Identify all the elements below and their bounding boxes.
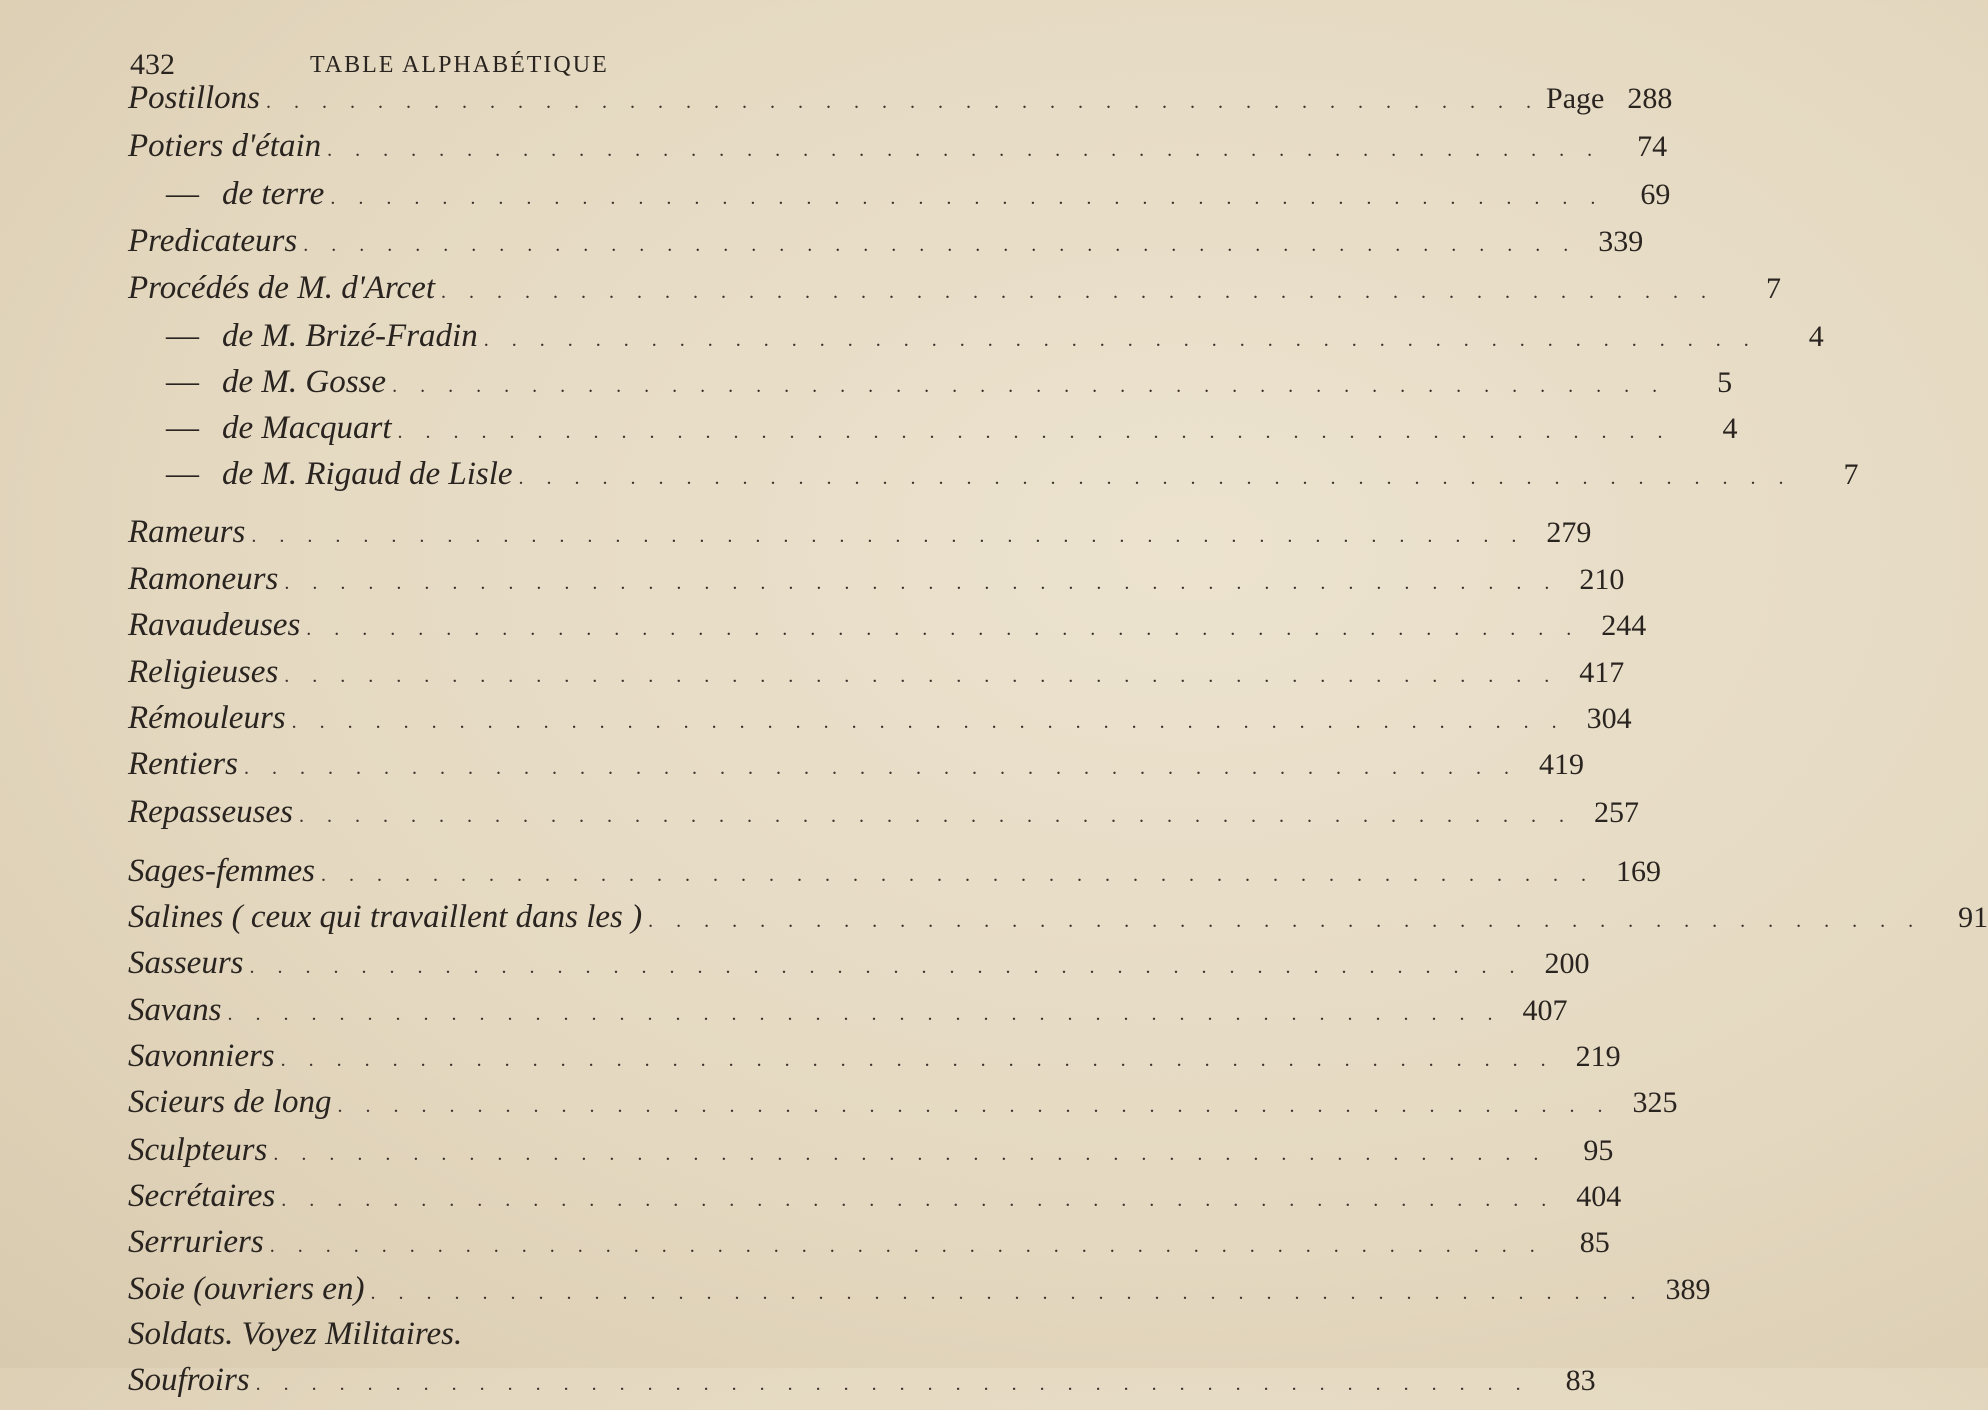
index-entry bbox=[128, 654, 1625, 702]
leader-dots: . . . . . . . . . . . . . . . . . . . . . . . . . . . . . . . . . . . . . . . . . . . . . . bbox=[397, 420, 1672, 443]
entry-label: Postillons bbox=[128, 79, 261, 116]
leader-dots: . . . . . . . . . . . . . . . . . . . . . . . . . . . . . . . . . . . . . . . . . . . . . . bbox=[370, 1281, 1645, 1304]
index-entry bbox=[128, 991, 1568, 1040]
running-title: TABLE ALPHABÉTIQUE bbox=[310, 52, 609, 78]
entry-page-number: 404 bbox=[1576, 1180, 1622, 1214]
entry-label: Ravaudeuses bbox=[128, 607, 301, 644]
index-entry bbox=[128, 1132, 1614, 1180]
leader-dots: . . . . . . . . . . . . . . . . . . . . . . . . . . . . . . . . . . . . . . . . . . . . . . bbox=[251, 525, 1526, 548]
index-entry bbox=[128, 793, 1639, 842]
entry-label: Predicateurs bbox=[128, 222, 298, 259]
entry-page-number: 288 bbox=[1627, 81, 1673, 115]
entry-label: Salines ( ceux qui travaillent dans les ) bbox=[128, 898, 643, 935]
page-number: 432 bbox=[130, 48, 175, 81]
ditto-dash: — bbox=[166, 456, 199, 493]
index-entry bbox=[128, 944, 1590, 993]
entry-label: Potiers d'étain bbox=[128, 127, 322, 164]
leader-dots: . . . . . . . . . . . . . . . . . . . . . . . . . . . . . . . . . . . . . . . . . . . . . . bbox=[273, 1143, 1548, 1166]
leader-dots: . . . . . . . . . . . . . . . . . . . . . . . . . . . . . . . . . . . . . . . . . . . . . . bbox=[337, 1095, 1612, 1118]
entry-label: Sculpteurs bbox=[128, 1132, 268, 1169]
entry-page-number: 74 bbox=[1637, 129, 1668, 163]
entry-label: Sages-femmes bbox=[128, 852, 315, 889]
entry-label: de M. Brizé-Fradin bbox=[222, 317, 478, 354]
leader-dots: . . . . . . . . . . . . . . . . . . . . . . . . . . . . . . . . . . . . . . . . . . . . . . bbox=[243, 756, 1518, 779]
leader-dots: . . . . . . . . . . . . . . . . . . . . . . . . . . . . . . . . . . . . . . . . . . . . . . bbox=[280, 1049, 1555, 1072]
entry-label: Savans bbox=[128, 991, 222, 1028]
index-entry bbox=[128, 514, 1592, 562]
index-entry bbox=[130, 363, 1733, 412]
leader-dots: . . . . . . . . . . . . . . . . . . . . . . . . . . . . . . . . . . . . . . . . . . . . . . bbox=[303, 233, 1578, 256]
leader-dots: . . . . . . . . . . . . . . . . . . . . . . . . . . . . . . . . . . . . . . . . . . . . . . bbox=[518, 467, 1793, 490]
index-entry bbox=[128, 222, 1644, 271]
entry-page-number: 7 bbox=[1766, 271, 1781, 305]
entry-page-number: 69 bbox=[1640, 177, 1671, 211]
entry-label: Rameurs bbox=[128, 514, 246, 551]
page-prefix: Page bbox=[1546, 81, 1605, 115]
leader-dots: . . . . . . . . . . . . . . . . . . . . . . . . . . . . . . . . . . . . . . . . . . . . . . bbox=[483, 328, 1758, 351]
entry-page-number: 85 bbox=[1579, 1226, 1610, 1260]
index-entry bbox=[128, 898, 1988, 947]
entry-page-number: 339 bbox=[1598, 224, 1644, 258]
index-entry bbox=[128, 1178, 1622, 1226]
entry-label: Procédés de M. d'Arcet bbox=[128, 269, 435, 306]
entry-page-number: 304 bbox=[1586, 701, 1632, 735]
entry-label: Secrétaires bbox=[128, 1178, 276, 1215]
entry-label: Sasseurs bbox=[128, 944, 244, 981]
entry-label: Rentiers bbox=[128, 745, 238, 782]
ditto-dash: — bbox=[166, 175, 199, 212]
entry-page-number: 4 bbox=[1808, 319, 1824, 353]
index-entry bbox=[130, 175, 1671, 224]
ditto-dash: — bbox=[166, 317, 199, 354]
leader-dots: . . . . . . . . . . . . . . . . . . . . . . . . . . . . . . . . . . . . . . . . . . . . . . bbox=[281, 1189, 1556, 1212]
index-entry bbox=[128, 1038, 1621, 1086]
entry-label: de Macquart bbox=[222, 409, 392, 446]
entry-label: Rémouleurs bbox=[128, 699, 286, 736]
leader-dots: . . . . . . . . . . . . . . . . . . . . . . . . . . . . . . . . . . . . . . . . . . . . . . bbox=[227, 1002, 1502, 1025]
entry-page-number: 4 bbox=[1722, 411, 1738, 445]
index-entry bbox=[128, 699, 1632, 748]
index-entry bbox=[128, 127, 1668, 176]
entry-label: de terre bbox=[222, 175, 325, 212]
entry-page-number: 244 bbox=[1601, 609, 1647, 643]
ditto-dash: — bbox=[166, 409, 199, 446]
entry-label: Soldats. Voyez Militaires. bbox=[128, 1315, 463, 1352]
entry-label: Scieurs de long bbox=[128, 1084, 332, 1121]
index-entry bbox=[128, 1084, 1678, 1132]
index-entry bbox=[128, 269, 1781, 318]
leader-dots: . . . . . . . . . . . . . . . . . . . . . . . . . . . . . . . . . . . . . . . . . . . . . . bbox=[255, 1373, 1530, 1396]
index-entry bbox=[128, 1224, 1610, 1272]
leader-dots: . . . . . . . . . . . . . . . . . . . . . . . . . . . . . . . . . . . . . . . . . . . . . . bbox=[291, 710, 1566, 733]
entry-page-number: 210 bbox=[1579, 563, 1625, 597]
entry-page-number: 417 bbox=[1579, 656, 1625, 690]
leader-dots: . . . . . . . . . . . . . . . . . . . . . . . . . . . . . . . . . . . . . . . . . . . . . . bbox=[648, 909, 1923, 932]
leader-dots: . . . . . . . . . . . . . . . . . . . . . . . . . . . . . . . . . . . . . . . . . . . . . . bbox=[284, 572, 1559, 595]
entry-page-number: 325 bbox=[1632, 1086, 1678, 1120]
entry-page-number: 169 bbox=[1615, 854, 1661, 888]
leader-dots: . . . . . . . . . . . . . . . . . . . . . . . . . . . . . . . . . . . . . . . . . . . . . . bbox=[269, 1235, 1544, 1258]
entry-page-number: 219 bbox=[1575, 1040, 1621, 1074]
leader-dots: . . . . . . . . . . . . . . . . . . . . . . . . . . . . . . . . . . . . . . . . . . . . . . bbox=[392, 374, 1667, 397]
entry-page-number: 5 bbox=[1717, 365, 1733, 399]
index-entry bbox=[128, 852, 1661, 901]
entry-label: Ramoneurs bbox=[128, 561, 279, 598]
entry-label: de M. Gosse bbox=[222, 363, 387, 400]
index-entry bbox=[128, 607, 1647, 655]
leader-dots: . . . . . . . . . . . . . . . . . . . . . . . . . . . . . . . . . . . . . . . . . . . . . . bbox=[327, 138, 1602, 161]
leader-dots: . . . . . . . . . . . . . . . . . . . . . . . . . . . . . . . . . . . . . . . . . . . . . . bbox=[249, 955, 1524, 978]
entry-label: Serruriers bbox=[128, 1224, 264, 1261]
index-entry bbox=[128, 561, 1625, 609]
ditto-dash: — bbox=[166, 363, 199, 400]
entry-page-number: 389 bbox=[1665, 1272, 1711, 1306]
index-entry bbox=[128, 1362, 1596, 1410]
index-entry bbox=[128, 1270, 1711, 1319]
entry-page-number: 83 bbox=[1565, 1364, 1596, 1398]
leader-dots: . . . . . . . . . . . . . . . . . . . . . . . . . . . . . . . . . . . . . . . . . . . . . . bbox=[266, 90, 1541, 113]
entry-page-number: 279 bbox=[1546, 516, 1592, 550]
leader-dots: . . . . . . . . . . . . . . . . . . . . . . . . . . . . . . . . . . . . . . . . . . . . . . bbox=[320, 863, 1595, 886]
entry-page-number: 200 bbox=[1544, 946, 1590, 980]
leader-dots: . . . . . . . . . . . . . . . . . . . . . . . . . . . . . . . . . . . . . . . . . . . . . . bbox=[330, 186, 1605, 209]
entry-label: Religieuses bbox=[128, 654, 279, 691]
entry-label: Repasseuses bbox=[128, 793, 293, 830]
leader-dots: . . . . . . . . . . . . . . . . . . . . . . . . . . . . . . . . . . . . . . . . . . . . . . bbox=[284, 665, 1559, 688]
entry-page-number: 7 bbox=[1843, 458, 1859, 492]
entry-page-number: 419 bbox=[1538, 747, 1584, 781]
entry-page-number: 91 bbox=[1958, 900, 1988, 934]
entry-page-number: 95 bbox=[1583, 1134, 1614, 1168]
entry-label: Soie (ouvriers en) bbox=[128, 1270, 365, 1307]
index-entry bbox=[128, 1316, 768, 1364]
index-entry bbox=[130, 456, 1859, 504]
entry-page-number: 257 bbox=[1593, 795, 1639, 829]
entry-page-number: 407 bbox=[1522, 993, 1568, 1027]
index-entry bbox=[130, 409, 1738, 458]
leader-dots: . . . . . . . . . . . . . . . . . . . . . . . . . . . . . . . . . . . . . . . . . . . . . . bbox=[298, 804, 1573, 827]
page-header bbox=[130, 42, 730, 82]
index-entry bbox=[130, 317, 1824, 366]
index-entry bbox=[128, 79, 1673, 128]
leader-dots: . . . . . . . . . . . . . . . . . . . . . . . . . . . . . . . . . . . . . . . . . . . . . . bbox=[306, 618, 1581, 641]
leader-dots: . . . . . . . . . . . . . . . . . . . . . . . . . . . . . . . . . . . . . . . . . . . . . . bbox=[441, 280, 1715, 303]
entry-label: Savonniers bbox=[128, 1038, 275, 1075]
entry-label: de M. Rigaud de Lisle bbox=[222, 456, 513, 493]
entry-label: Soufroirs bbox=[128, 1362, 250, 1399]
index-entry bbox=[128, 745, 1584, 794]
